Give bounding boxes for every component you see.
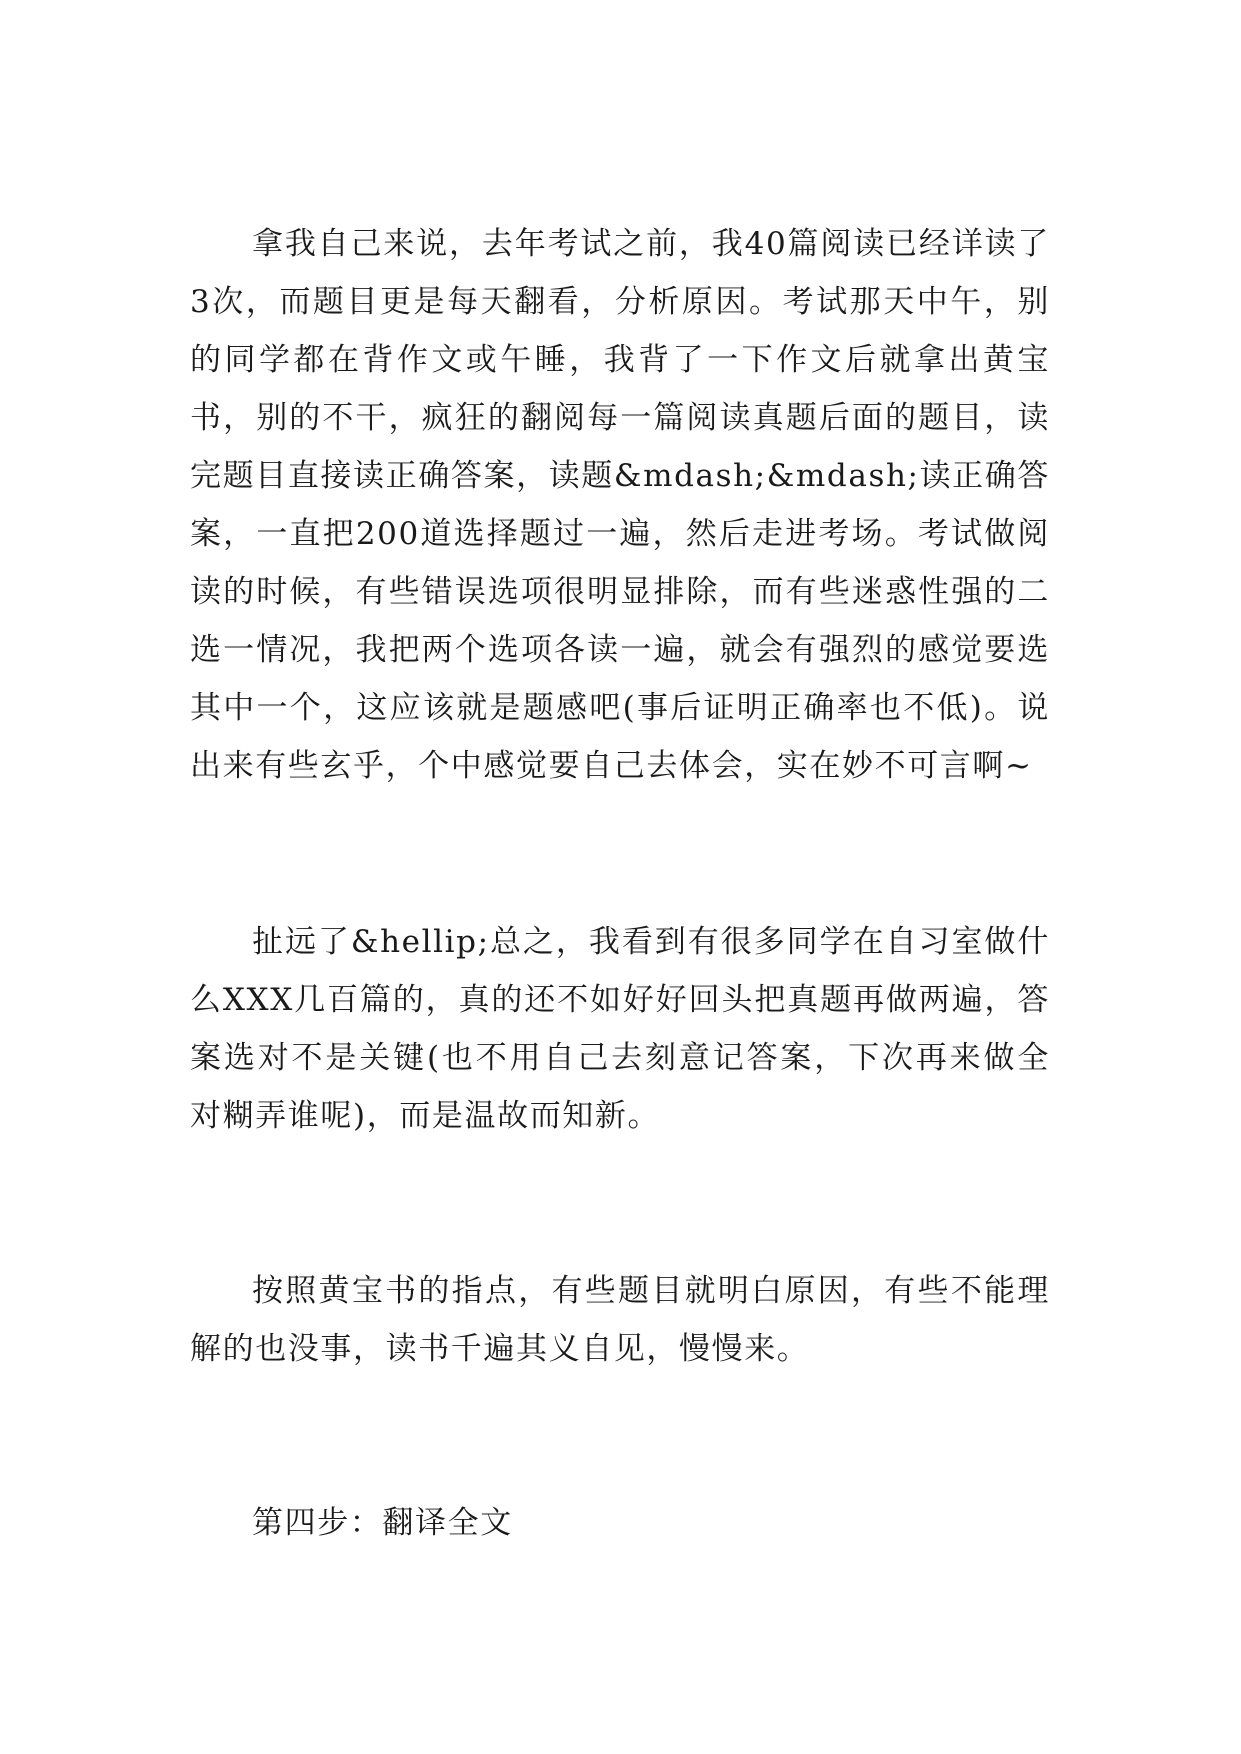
paragraph-review-advice: 扯远了&hellip;总之，我看到有很多同学在自习室做什么XXX几百篇的，真的还不如好好回头把真题再做两遍，答案选对不是关键(也不用自己去刻意记答案，下次再来做全对糊弄谁呢)，而是温故而知新。 [190, 924, 1050, 1134]
paragraph-huangbaoshu-guidance: 按照黄宝书的指点，有些题目就明白原因，有些不能理解的也没事，读书千遍其义自见，慢慢来。 [190, 1273, 1050, 1367]
section-heading-step-four: 第四步：翻译全文 [252, 1505, 513, 1541]
paragraph-reading-experience: 拿我自己来说，去年考试之前，我40篇阅读已经详读了3次，而题目更是每天翻看，分析原因。考试那天中午，别的同学都在背作文或午睡，我背了一下作文后就拿出黄宝书，别的不干，疯狂的翻阅每一篇阅读真题后面的题目，读完题目直接读正确答案，读题&mdash;&mdash;读正确答案，一直把200道选择题过一遍，然后走进考场。考试做阅读的时候，有些错误选项很明显排除，而有些迷惑性强的二选一情况，我把两个选项各读一遍，就会有强烈的感觉要选其中一个，这应该就是题感吧(事后证明正确率也不低)。说出来有些玄乎，个中感觉要自己去体会，实在妙不可言啊~ [190, 226, 1050, 784]
